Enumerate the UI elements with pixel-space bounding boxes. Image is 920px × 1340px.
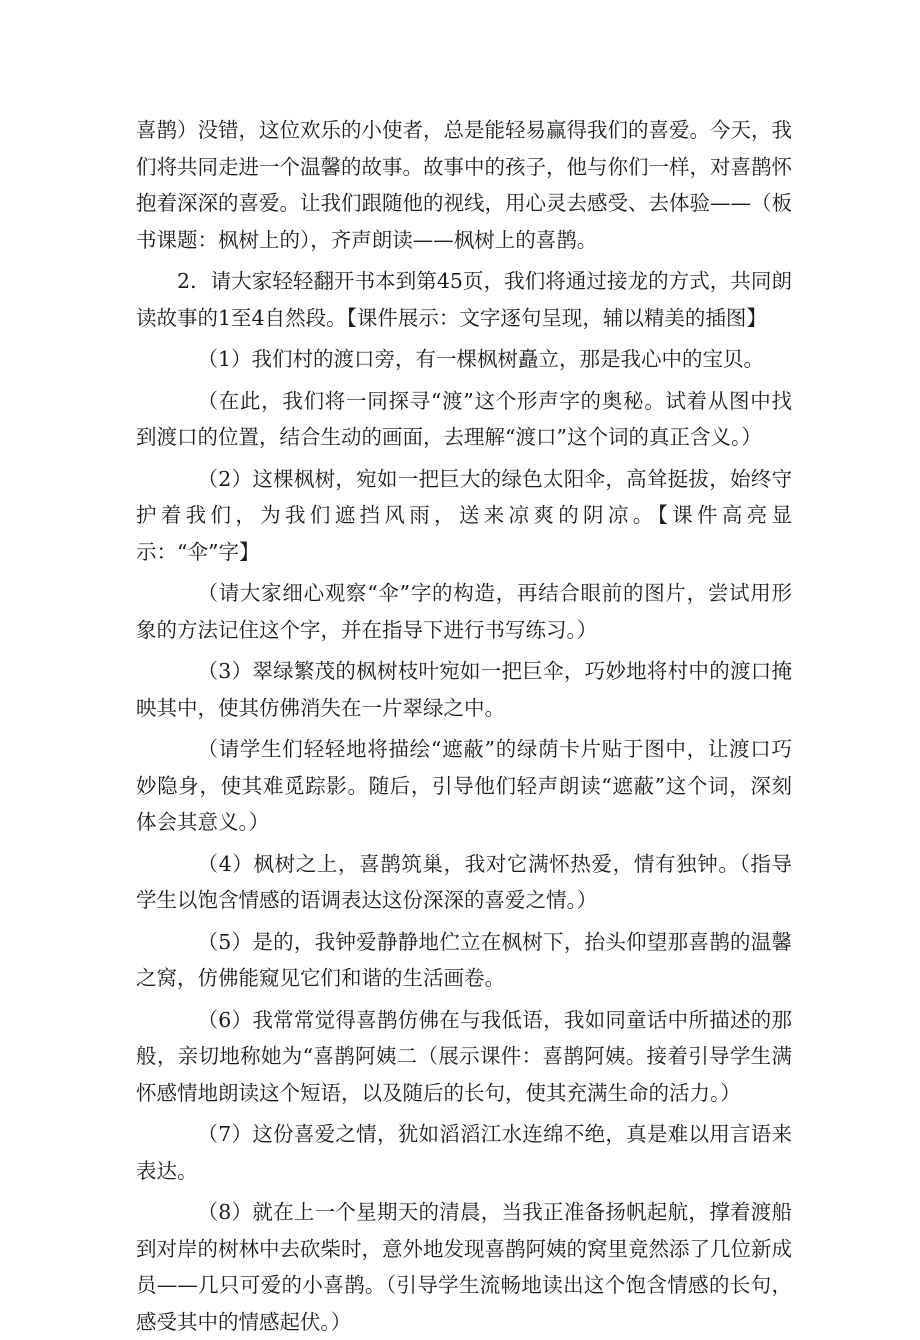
paragraph-8: （8）就在上一个星期天的清晨，当我正准备扬帆起航，撑着渡船到对岸的树林中去砍柴时，意外地发现喜鹊阿姨的窝里竟然添了几位新成员——几只可爱的小喜鹊。（引导学生流畅地读出这个饱含情感的长句，感受其中的情感起伏。） <box>136 1200 792 1334</box>
document-body <box>136 112 792 1340</box>
paragraph-note-1: （在此，我们将一同探寻“渡”这个形声字的奥秘。试着从图中找到渡口的位置，结合生动的画面，去理解“渡口”这个词的真正含义。） <box>136 388 792 449</box>
paragraph-intro: 喜鹊）没错，这位欢乐的小使者，总是能轻易赢得我们的喜爱。今天，我们将共同走进一个温馨的故事。故事中的孩子，他与你们一样，对喜鹊怀抱着深深的喜爱。让我们跟随他的视线，用心灵去感受、去体验——（板书课题：枫树上的），齐声朗读——枫树上的喜鹊。 <box>136 118 792 252</box>
paragraph-3: （3）翠绿繁茂的枫树枝叶宛如一把巨伞，巧妙地将村中的渡口掩映其中，使其仿佛消失在一片翠绿之中。 <box>136 659 792 720</box>
paragraph-2: （2）这棵枫树，宛如一把巨大的绿色太阳伞，高耸挺拔，始终守护着我们，为我们遮挡风雨，送来凉爽的阴凉。【课件高亮显示：“伞”字】 <box>136 466 792 564</box>
paragraph-5: （5）是的，我钟爱静静地伫立在枫树下，抬头仰望那喜鹊的温馨之窝，仿佛能窥见它们和谐的生活画卷。 <box>136 929 792 990</box>
paragraph-1: （1）我们村的渡口旁，有一棵枫树矗立，那是我心中的宝贝。 <box>197 347 765 371</box>
paragraph-7: （7）这份喜爱之情，犹如滔滔江水连绵不绝，真是难以用言语来表达。 <box>136 1122 792 1183</box>
paragraph-4: （4）枫树之上，喜鹊筑巢，我对它满怀热爱，情有独钟。（指导学生以饱含情感的语调表达这份深深的喜爱之情。） <box>136 851 792 912</box>
paragraph-instruction-2: 2．请大家轻轻翻开书本到第45页，我们将通过接龙的方式，共同朗读故事的1至4自然段。【课件展示：文字逐句呈现，辅以精美的插图】 <box>136 269 792 330</box>
paragraph-note-2: （请大家细心观察“伞”字的构造，再结合眼前的图片，尝试用形象的方法记住这个字，并在指导下进行书写练习。） <box>136 581 792 642</box>
paragraph-note-3: （请学生们轻轻地将描绘“遮蔽”的绿荫卡片贴于图中，让渡口巧妙隐身，使其难觅踪影。随后，引导他们轻声朗读“遮蔽”这个词，深刻体会其意义。） <box>136 737 792 834</box>
paragraph-6: （6）我常常觉得喜鹊仿佛在与我低语，我如同童话中所描述的那般，亲切地称她为“喜鹊阿姨二（展示课件：喜鹊阿姨。接着引导学生满怀感情地朗读这个短语，以及随后的长句，使其充满生命的活力。） <box>136 1007 792 1105</box>
